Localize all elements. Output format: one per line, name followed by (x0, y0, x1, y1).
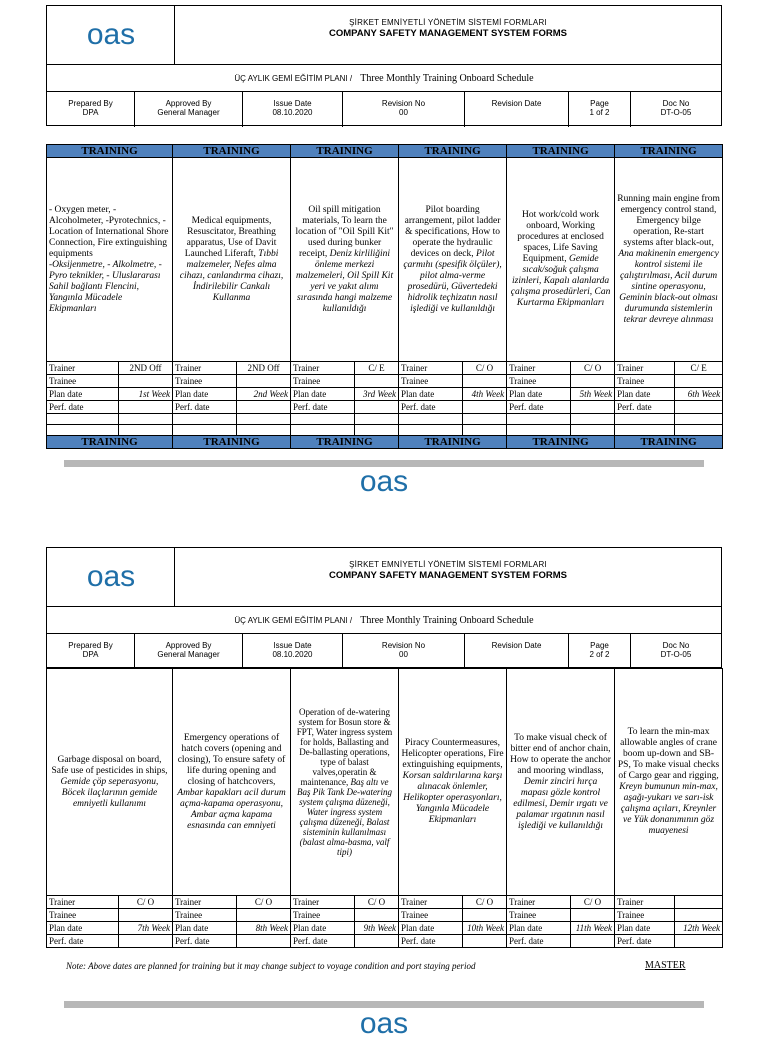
perf-date-row: Perf. date Perf. date Perf. date Perf. date Perf. date Perf. date (47, 935, 723, 948)
company-logo (47, 548, 175, 606)
training-schedule-table-1 (46, 144, 723, 449)
plan-title-en: Three Monthly Training Onboard Schedule (360, 73, 534, 84)
logo-text: oas (86, 18, 135, 51)
issue-date-cell: Issue Date 08.10.2020 (243, 634, 343, 669)
training-description: - Oxygen meter, - Alcoholmeter, -Pyrotechnics, - Location of International Shore Connection, Fire extinguishing equipments -Oksijenmetre, - Alkolmetre, - Pyro teknikler, - Uluslararası Sahil bağlantı Flencini, Yangınla Mücadele Ekipmanları (47, 158, 173, 362)
blank-row (47, 425, 723, 436)
plan-date-row: Plan date 1st Week Plan date 2nd Week Plan date 3rd Week Plan date 4th Week Plan date 5th Week Plan date 6th Week (47, 388, 723, 401)
revision-date-cell: Revision Date (465, 92, 569, 127)
issue-date-cell: Issue Date 08.10.2020 (243, 92, 343, 127)
training-footer-row (47, 436, 723, 449)
form-header-page-2 (46, 547, 722, 668)
header-line-tr: ŞİRKET EMNİYETLİ YÖNETİM SİSTEMİ FORMLARI (349, 560, 547, 569)
page-cell: Page 1 of 2 (569, 92, 631, 127)
training-header: TRAINING (291, 145, 399, 158)
training-description: Running main engine from emergency control stand, Emergency bilge operation, Re-start systems after black-out, Ana makinenin emergency kontrol sistemi ile çalıştırılması, Acil durum sintine operasyonu, Geminin black-out olması durumunda sistemlerin tekrar devreye alınması (615, 158, 723, 362)
training-header: TRAINING (399, 436, 507, 449)
plan-title-tr: ÜÇ AYLIK GEMİ EĞİTİM PLANI / (234, 616, 353, 625)
master-signature-label: MASTER (645, 960, 686, 971)
training-description: Operation of de-watering system for Bosun store & FPT, Water ingress system for holds, Ballasting and De-ballasting operations, type of balast valves,operatin & maintenance, Baş altı ve Baş Pik Tank De-watering system çalışma düzeneği, Water ingress system çalışma düzeneği, Balast sisteminin kullanılması (balast alma-basma, valf tipi) (291, 669, 399, 896)
header-line-en: COMPANY SAFETY MANAGEMENT SYSTEM FORMS (328, 28, 568, 39)
doc-no-cell: Doc No DT-O-05 (660, 641, 692, 659)
svg-text:oas: oas (359, 465, 409, 498)
training-header: TRAINING (615, 145, 723, 158)
training-header: TRAINING (507, 436, 615, 449)
header-line-tr: ŞİRKET EMNİYETLİ YÖNETİM SİSTEMİ FORMLARI (349, 18, 547, 27)
training-description: Hot work/cold work onboard, Working procedures at enclosed spaces, Life Saving Equipment, Gemide sıcak/soğuk çalışma izinleri, Kapalı alanlarda çalışma prosedürleri, Can Kurtarma Ekipmanları (507, 158, 615, 362)
trainer-row: Trainer 2ND Off Trainer 2ND Off Trainer C/ E Trainer C/ O Trainer C/ O Trainer C/ E (47, 362, 723, 375)
training-description: Medical equipments, Resuscitator, Breathing apparatus, Use of Davit Launched Liferaft, Tıbbi malzemeler, Nefes alma cihazı, canlandırma cihazı, İndirilebilir Cankalı Kullanma (173, 158, 291, 362)
training-description: Garbage disposal on board, Safe use of pesticides in ships, Gemide çöp seperasyonu, Böcek ilaçlarının gemide emniyetli kullanımı (47, 669, 173, 896)
svg-text:oas: oas (86, 560, 135, 593)
training-description: Pilot boarding arrangement, pilot ladder & specifications, How to operate the hydraulic devices on deck, Pilot çarmıhı (spesifik ölçüler), pilot alma-verme prosedürü, Güvertedeki hidrolik teçhizatın nasıl işlediği ve kullanıldığı (399, 158, 507, 362)
plan-date-row: Plan date 7th Week Plan date 8th Week Plan date 9th Week Plan date 10th Week Plan date 11th Week Plan date 12th Week (47, 922, 723, 935)
training-description: Piracy Countermeasures, Helicopter operations, Fire extinguishing equipments, Korsan saldırılarına karşı alınacak önlemler, Helikopter operasyonları, Yangınla Mücadele Ekipmanları (399, 669, 507, 896)
training-description: To learn the min-max allowable angles of crane boom up-down and SB-PS, To make visual checks of Cargo gear and rigging, Kreyn bumunun min-max, aşağı-yukarı ve sarı-isk çalışma açıları, Kreynler ve Yük donanımının göz muayenesi (615, 669, 723, 896)
revision-no-cell: Revision No 00 (343, 634, 465, 669)
training-description-row (47, 158, 723, 362)
trainee-row: Trainee Trainee Trainee Trainee Trainee Trainee (47, 909, 723, 922)
perf-date-row: Perf. date Perf. date Perf. date Perf. date Perf. date Perf. date (47, 401, 723, 414)
training-header: TRAINING (47, 145, 173, 158)
approved-by-cell: Approved By General Manager (135, 634, 243, 669)
training-header: TRAINING (615, 436, 723, 449)
training-description: Oil spill mitigation materials, To learn the location of "Oil Spill Kit" used during bunker receipt, Deniz kirliliğini önleme merkezi malzemeleri, Oil Spill Kit yeri ve yakıt alımı sırasında hangi malzeme kullanıldığı (291, 158, 399, 362)
prepared-by-cell: Prepared By DPA (47, 634, 135, 669)
training-description: To make visual check of bitter end of anchor chain, How to operate the anchor and mooring windlass, Demir zinciri hırça mapası gözle kontrol edilmesi, Demir ırgatı ve palamar ırgatının nasıl işlediği ve kullanıldığı (507, 669, 615, 896)
approved-by-cell: Approved By General Manager (135, 92, 243, 127)
form-header-page-1 (46, 5, 722, 126)
training-header: TRAINING (507, 145, 615, 158)
footer-logo (350, 466, 418, 496)
footer-logo (350, 1007, 418, 1040)
page-cell: Page 2 of 2 (569, 634, 631, 669)
training-description-row (47, 669, 723, 896)
plan-title-tr: ÜÇ AYLIK GEMİ EĞİTİM PLANI / (234, 74, 353, 83)
training-header: TRAINING (173, 145, 291, 158)
training-header: TRAINING (173, 436, 291, 449)
trainee-row: Trainee Trainee Trainee Trainee Trainee Trainee (47, 375, 723, 388)
header-line-en: COMPANY SAFETY MANAGEMENT SYSTEM FORMS (328, 570, 568, 581)
training-header: TRAINING (47, 436, 173, 449)
company-logo (47, 6, 175, 64)
plan-title-en: Three Monthly Training Onboard Schedule (360, 615, 534, 626)
schedule-note: Note: Above dates are planned for training but it may change subject to voyage condition and port staying period (66, 961, 476, 971)
training-schedule-table-2 (46, 668, 723, 948)
training-description: Emergency operations of hatch covers (opening and closing), To ensure safety of life during opening and closing of hatchcovers, Ambar kapakları acil durum açma-kapama operasyonu, Ambar açma kapama esnasında can emniyeti (173, 669, 291, 896)
training-header: TRAINING (291, 436, 399, 449)
revision-no-cell: Revision No 00 (343, 92, 465, 127)
doc-no-cell: Doc No DT-O-05 (660, 99, 692, 117)
training-header: TRAINING (399, 145, 507, 158)
revision-date-cell: Revision Date (465, 634, 569, 669)
svg-text:oas: oas (359, 1007, 409, 1040)
trainer-row: Trainer C/ O Trainer C/ O Trainer C/ O Trainer C/ O Trainer C/ O Trainer (47, 896, 723, 909)
prepared-by-cell: Prepared By DPA (47, 92, 135, 127)
training-header-row (47, 145, 723, 158)
blank-row (47, 414, 723, 425)
